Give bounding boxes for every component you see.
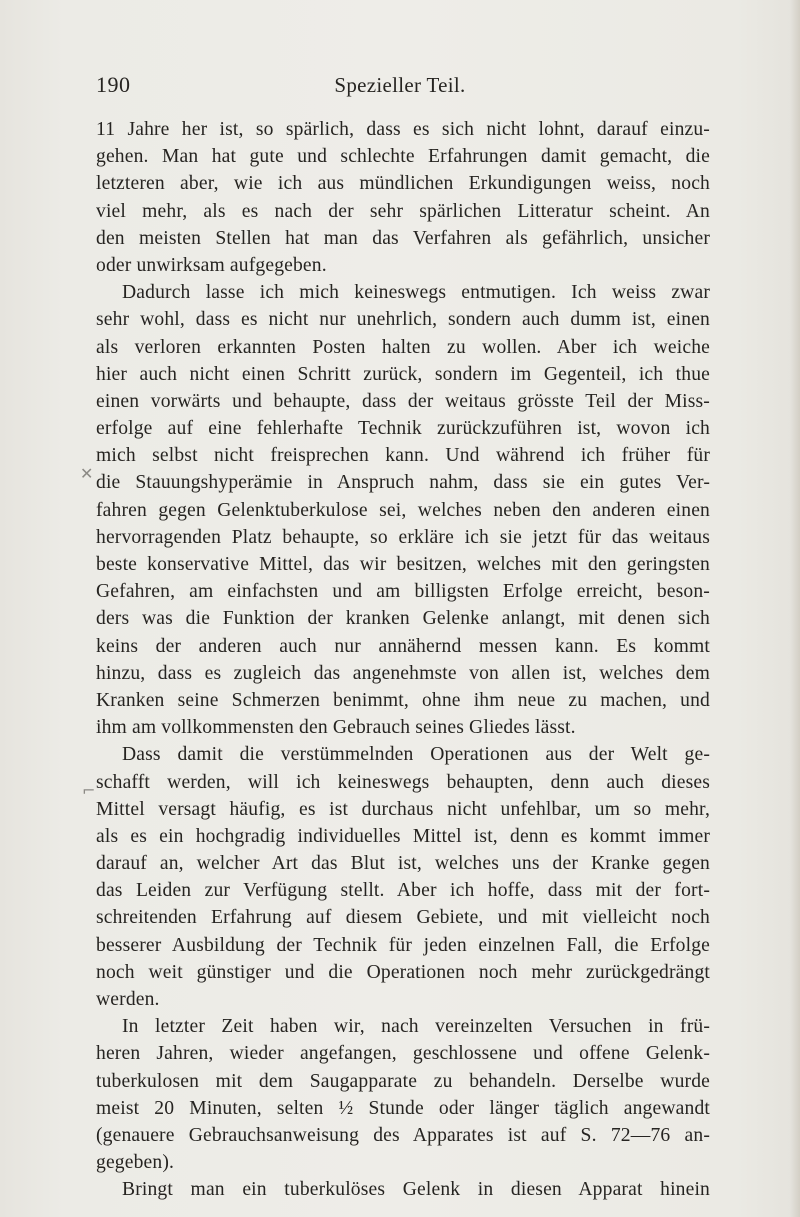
text-line: sehr wohl, dass es nicht nur unehrlich, sondern auch dumm ist, einen [96, 309, 710, 331]
text-line: letzteren aber, wie ich aus mündlichen Erkundigungen weiss, noch [96, 173, 710, 195]
text-line: Kranken seine Schmerzen benimmt, ohne ihm neue zu machen, und [96, 689, 710, 711]
text-line: ihm am vollkommensten den Gebrauch seines Gliedes lässt. [96, 717, 576, 739]
text-line: werden. [96, 989, 160, 1010]
text-line: als verloren erkannten Posten halten zu wollen. Aber ich weiche [96, 336, 710, 358]
margin-pencil-mark: ⌐ [82, 781, 96, 800]
text-line: darauf an, welcher Art das Blut ist, welches uns der Kranke gegen [96, 853, 710, 875]
text-line: erfolge auf eine fehlerhafte Technik zurückzuführen ist, wovon ich [96, 418, 710, 440]
text-line: Mittel versagt häufig, es ist durchaus nicht unfehlbar, um so mehr, [96, 798, 710, 820]
text-line: (genauere Gebrauchsanweisung des Apparates ist auf S. 72—76 an- [96, 1124, 710, 1146]
text-line: noch weit günstiger und die Operationen noch mehr zurückgedrängt [96, 961, 710, 983]
text-line: fahren gegen Gelenktuberkulose sei, welches neben den anderen einen [96, 499, 710, 521]
text-line: Bringt man ein tuberkulöses Gelenk in diesen Apparat hinein [122, 1179, 710, 1201]
page-number: 190 [96, 72, 131, 97]
text-line: In letzter Zeit haben wir, nach vereinzelten Versuchen in frü- [122, 1016, 710, 1038]
text-line: hervorragenden Platz behaupte, so erkläre ich sie jetzt für das weitaus [96, 526, 710, 548]
text-line: Dass damit die verstümmelnden Operationen aus der Welt ge- [122, 744, 710, 766]
running-head [0, 72, 800, 102]
text-line: schafft werden, will ich keineswegs behaupten, denn auch dieses [96, 771, 710, 793]
text-line: Dadurch lasse ich mich keineswegs entmutigen. Ich weiss zwar [122, 282, 710, 304]
text-line: meist 20 Minuten, selten ½ Stunde oder länger täglich angewandt [96, 1097, 710, 1119]
text-line: keins der anderen auch nur annähernd messen kann. Es kommt [96, 635, 710, 657]
text-line: beste konservative Mittel, das wir besitzen, welches mit den geringsten [96, 554, 710, 575]
text-line: das Leiden zur Verfügung stellt. Aber ich hoffe, dass mit der fort- [96, 880, 710, 902]
text-line: hier auch nicht einen Schritt zurück, sondern im Gegenteil, ich thue [96, 363, 710, 385]
text-line: viel mehr, als es nach der sehr spärlichen Litteratur scheint. An [96, 200, 710, 222]
text-line: heren Jahren, wieder angefangen, geschlossene und offene Gelenk- [96, 1043, 710, 1065]
text-line: die Stauungshyperämie in Anspruch nahm, dass sie ein gutes Ver- [96, 472, 710, 494]
running-title: Spezieller Teil. [334, 73, 466, 97]
text-line: mich selbst nicht freisprechen kann. Und während ich früher für [96, 445, 710, 467]
text-line: gehen. Man hat gute und schlechte Erfahrungen damit gemacht, die [96, 146, 710, 168]
text-line: als es ein hochgradig individuelles Mittel ist, denn es kommt immer [96, 825, 710, 847]
text-line: oder unwirksam aufgegeben. [96, 254, 327, 276]
body-text [96, 116, 710, 1204]
margin-pencil-mark: ✕ [80, 464, 94, 483]
text-line: Gefahren, am einfachsten und am billigsten Erfolge erreicht, beson- [96, 581, 710, 603]
page-edge-shadow [790, 0, 800, 1217]
text-line: 11 Jahre her ist, so spärlich, dass es sich nicht lohnt, darauf einzu- [96, 119, 710, 140]
text-line: besserer Ausbildung der Technik für jeden einzelnen Fall, die Erfolge [96, 934, 710, 956]
text-line: ders was die Funktion der kranken Gelenke anlangt, mit denen sich [96, 608, 710, 630]
text-line: gegeben). [96, 1152, 175, 1174]
text-line: einen vorwärts und behaupte, dass der weitaus grösste Teil der Miss- [96, 390, 710, 412]
text-line: hinzu, dass es zugleich das angenehmste von allen ist, welches dem [96, 662, 710, 684]
text-line: den meisten Stellen hat man das Verfahren als gefährlich, unsicher [96, 227, 710, 249]
text-line: schreitenden Erfahrung auf diesem Gebiete, und mit vielleicht noch [96, 907, 710, 929]
text-line: tuberkulosen mit dem Saugapparate zu behandeln. Derselbe wurde [96, 1070, 710, 1092]
